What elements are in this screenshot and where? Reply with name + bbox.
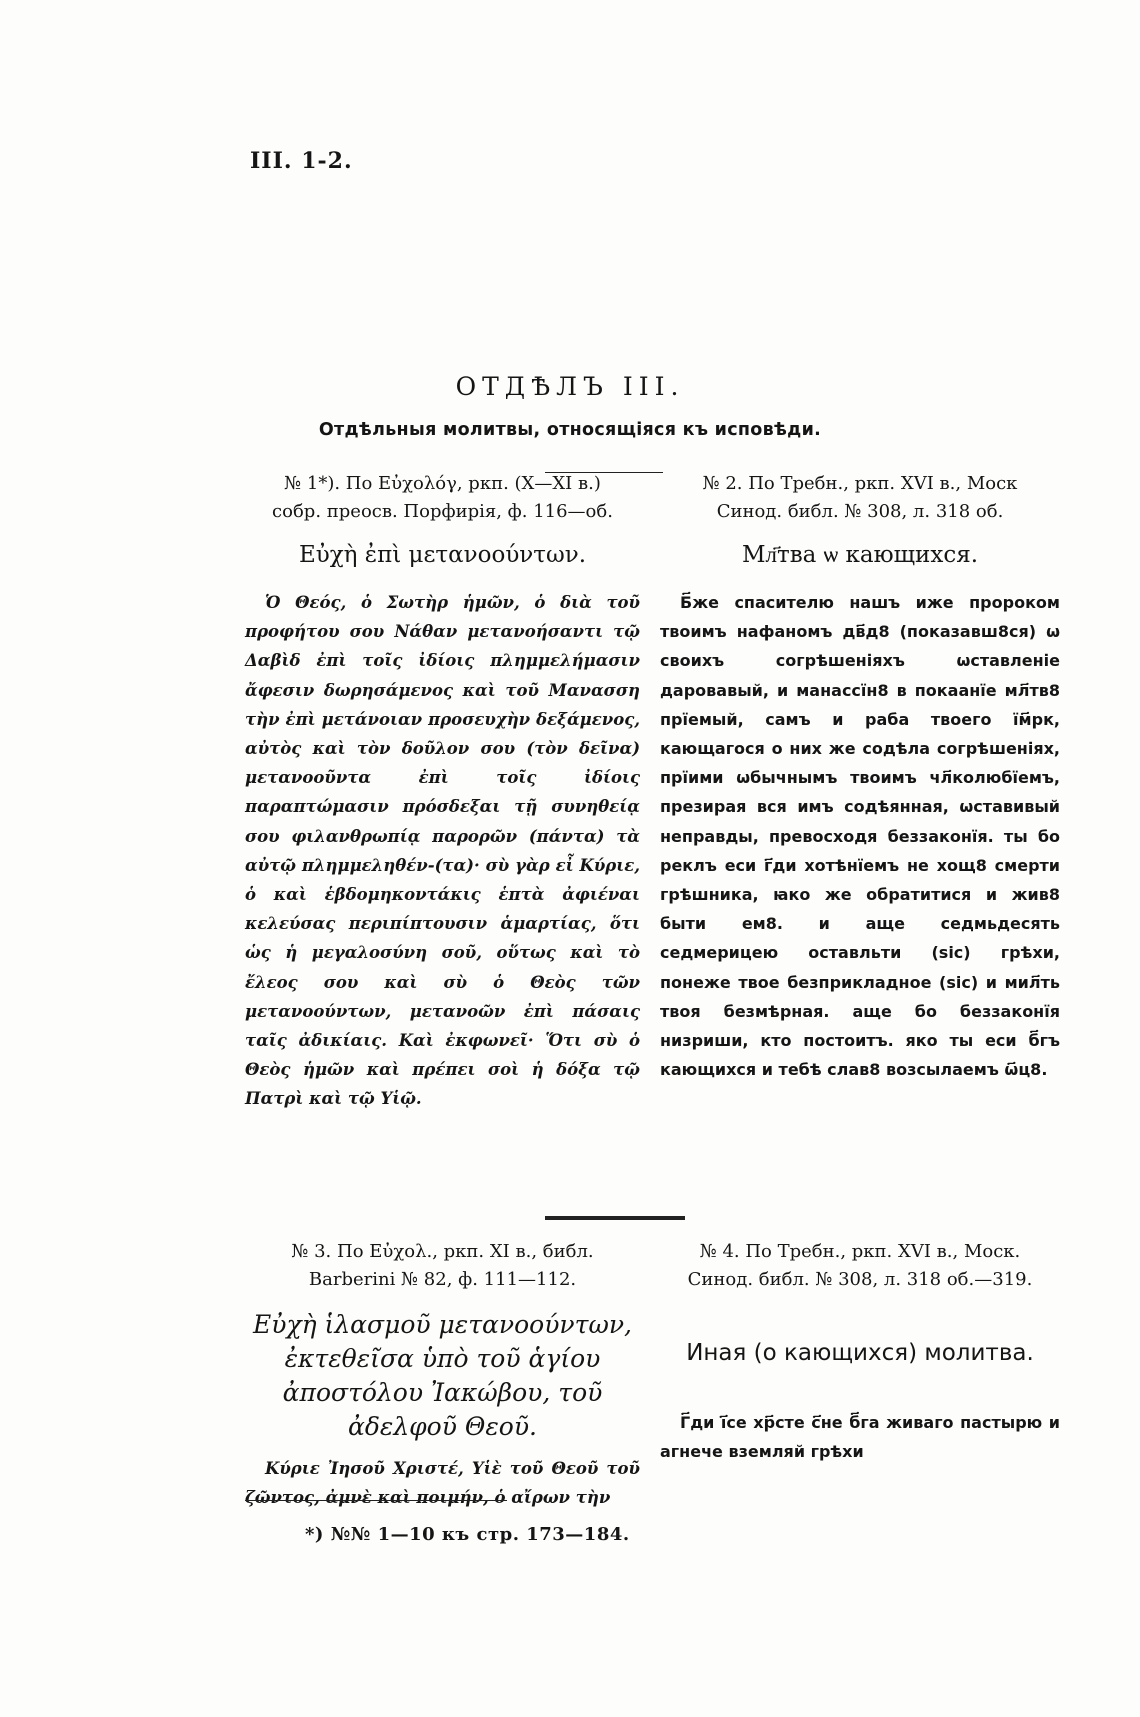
prayer-2-source-line-1: № 2. По Требн., ркп. XVI в., Моск <box>702 473 1018 494</box>
prayer-1-text: Ὁ Θεός, ὁ Σωτὴρ ἡμῶν, ὁ διὰ τοῦ προφήτου σου Νάθαν μετανοήσαντι τῷ Δαβὶδ ἐπὶ τοῖς ἰδίοις πλημμελήμασιν ἄφεσιν δωρησάμενος καὶ τοῦ Μανασση τὴν ἐπὶ μετάνοιαν προσευχὴν δεξάμενος, αὐτὸς καὶ τὸν δοῦλον σου (τὸν δεῖνα) μετανοοῦντα ἐπὶ τοῖς ἰδίοις παραπτώμασιν πρόσδεξαι τῇ συνηθείᾳ σου φιλανθρωπίᾳ παρορῶν (πάντα) τὰ αὐτῷ πλημμεληθέν-(τα)· σὺ γὰρ εἶ Κύριε, ὁ καὶ ἑβδομηκοντάκις ἑπτὰ ἀφιέναι κελεύσας περιπίπτουσιν ἁμαρτίας, ὅτι ὡς ἡ μεγαλοσύνη σοῦ, οὕτως καὶ τὸ ἔλεος σου καὶ σὺ ὁ Θεὸς τῶν μετανοούντων, μετανοῶν ἐπὶ πάσαις ταῖς ἀδικίαις. Καὶ ἐκφωνεῖ· Ὅτι σὺ ὁ Θεὸς ἡμῶν καὶ πρέπει σοὶ ἡ δόξα τῷ Πατρὶ καὶ τῷ Υἱῷ. <box>245 593 640 1109</box>
section-subtitle: Отдѣльныя молитвы, относящіяся къ исповѣди. <box>318 420 822 440</box>
prayer-3-title: Εὐχὴ ἱλασμοῦ μετανοούντων, ἐκτεθεῖσα ὑπὸ τοῦ ἁγίου ἀποστόλου Ἰακώβου, τοῦ ἀδελφοῦ Θεοῦ. <box>253 1310 632 1441</box>
prayer-4-source-line-2: Синод. библ. № 308, л. 318 об.—319. <box>687 1269 1033 1290</box>
prayer-1-source-line-1: № 1*). По Εὐχολόγ, ркп. (X—XI в.) <box>284 473 601 494</box>
prayer-1-source-line-2: собр. преосв. Порфирія, ф. 116—об. <box>272 501 613 522</box>
prayer-2-column <box>660 470 1060 1084</box>
section-title: ОТДѢЛЪ III. <box>455 372 685 401</box>
mid-divider <box>545 1216 685 1220</box>
prayer-4-source-line-1: № 4. По Требн., ркп. XVI в., Моск. <box>699 1241 1021 1262</box>
prayer-2-title: Мл҃тва ѡ кающихся. <box>741 542 979 568</box>
prayer-2-source-line-2: Синод. библ. № 308, л. 318 об. <box>716 501 1004 522</box>
prayer-3-source-line-2: Barberini № 82, ф. 111—112. <box>308 1269 577 1290</box>
page-reference: III. 1-2. <box>250 148 353 174</box>
footnote: *) №№ 1—10 къ стр. 173—184. <box>305 1524 630 1545</box>
prayer-4-column <box>660 1238 1060 1466</box>
prayer-3-text: Κύριε Ἰησοῦ Χριστέ, Υἱὲ τοῦ Θεοῦ τοῦ ζῶντος, ἀμνὲ καὶ ποιμήν, ὁ αἴρων τὴν <box>245 1459 640 1508</box>
prayer-3-column <box>245 1238 640 1512</box>
footnote-rule <box>245 1500 507 1501</box>
prayer-4-title: Иная (о кающихся) молитва. <box>686 1340 1034 1366</box>
prayer-1-title: Εὐχὴ ἐπὶ μετανοούντων. <box>298 542 587 568</box>
prayer-4-text: Г҃ди і҃се хр҃сте с҃не б҃га живаго пастырю и агнече вземляй грѣхи <box>660 1413 1060 1462</box>
prayer-1-column <box>245 470 640 1114</box>
prayer-2-text: Б҃же спасителю нашъ иже пророком твоимъ нафаномъ дв҃д8 (показавш8ся) ѡ своихъ согрѣшеніяхъ ѡставленіе даровавый, и манассїн8 в покаанїе мл҃тв8 прїемый, самъ и раба твоего їм҃рк, кающагося о них же содѣла согрѣшеніях, прїими ѡбычнымъ твоимъ чл҃колюбїемъ, презирая вся имъ содѣянная, ѡставивый неправды, превосходя беззаконїя. ты бо реклъ еси г҃ди хотѣнїемъ не хощ8 смерти грѣшника, ꙗко же обратитися и жив8 быти ем8. и аще седмьдесять седмерицею оставльти (sic) грѣхи, понеже твое безприкладное (sic) и мил҃ть твоя безмѣрная. аще бо беззаконїя низриши, кто постоитъ. яко ты еси б҃гъ кающихся и тебѣ слав8 возсылаемъ ѡ҃ц8. <box>660 593 1060 1080</box>
prayer-3-source-line-1: № 3. По Εὐχολ., ркп. XI в., библ. <box>291 1241 594 1262</box>
